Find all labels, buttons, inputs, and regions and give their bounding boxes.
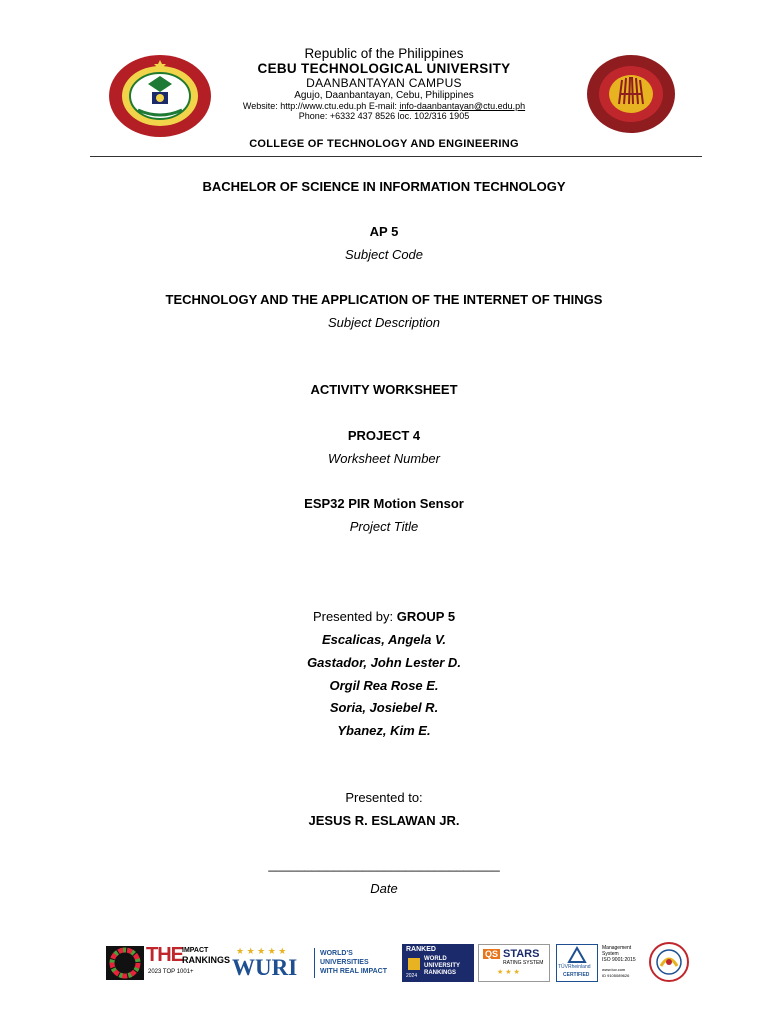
worksheet-caption: Worksheet Number — [328, 451, 440, 466]
quality-seal-logo — [648, 942, 690, 982]
stars-logo: QS — [485, 949, 499, 959]
phone-text: Phone: +6332 437 8526 loc. 102/316 1905 — [298, 111, 470, 121]
qs-text-3: RANKINGS — [424, 970, 457, 976]
the-impact-rankings-badge — [106, 944, 231, 982]
qs-text-1: WORLD — [424, 956, 447, 962]
the-line1: IMPACT — [182, 947, 209, 954]
group-name: GROUP 5 — [396, 609, 456, 624]
tuv-cert: CERTIFIED — [563, 972, 590, 978]
iso-small-2: ID 9105089626 — [602, 973, 630, 978]
iso-text-3: ISO 9001:2015 — [602, 957, 636, 963]
project-title-caption: Project Title — [349, 519, 419, 534]
presented-to-name: JESUS R. ESLAWAN JR. — [308, 813, 460, 828]
sdg-wheel-icon — [106, 946, 144, 980]
project-title-value: ESP32 PIR Motion Sensor — [304, 496, 464, 511]
member-name: Escalicas, Angela V. — [321, 632, 447, 647]
email-label: E-mail: — [368, 101, 397, 111]
member-name: Soria, Josiebel R. — [329, 700, 439, 715]
stars-text: STARS — [503, 948, 540, 960]
stars-marks: ★ ★ ★ — [497, 969, 520, 976]
the-line2: RANKINGS — [182, 955, 231, 965]
republic-text: Republic of the Philippines — [304, 46, 464, 61]
iso-text-1: Management — [602, 945, 632, 951]
iso-small-1: www.tuv.com — [602, 967, 626, 972]
presented-by-line — [0, 609, 768, 624]
iso-text-2: System — [602, 951, 619, 957]
subject-code-caption: Subject Code — [344, 247, 424, 262]
wuri-text-3: WITH REAL IMPACT — [320, 968, 388, 975]
stars-sub: RATING SYSTEM — [503, 960, 544, 966]
wuri-stars: ★ ★ ★ ★ ★ — [236, 946, 287, 956]
tuv-badge — [556, 944, 642, 982]
email-link[interactable]: info-daanbantayan@ctu.edu.ph — [399, 101, 526, 111]
contact-line — [0, 102, 768, 111]
member-name: Ybanez, Kim E. — [337, 723, 431, 738]
college-name: COLLEGE OF TECHNOLOGY AND ENGINEERING — [249, 138, 519, 150]
subject-description-value: TECHNOLOGY AND THE APPLICATION OF THE INTERNET OF THINGS — [165, 292, 603, 307]
presented-by-label: Presented by: — [312, 609, 394, 624]
the-logo-text: THE — [146, 944, 183, 966]
website-link[interactable]: http://www.ctu.edu.ph — [280, 101, 367, 111]
member-name: Gastador, John Lester D. — [307, 655, 461, 670]
wuri-text-1: WORLD'S — [320, 950, 353, 957]
wuri-divider — [314, 948, 315, 978]
qs-stars-badge — [478, 944, 550, 982]
presented-to-label: Presented to: — [345, 790, 423, 805]
qs-text-2: UNIVERSITY — [424, 963, 461, 969]
wuri-logo-text: WURI — [232, 955, 298, 980]
tuv-name: TÜVRheinland — [558, 964, 591, 970]
activity-title: ACTIVITY WORKSHEET — [310, 382, 458, 397]
address-text: Agujo, Daanbantayan, Cebu, Philippines — [294, 90, 474, 101]
member-name: Orgil Rea Rose E. — [329, 678, 439, 693]
date-line: ________________________________ — [268, 857, 500, 872]
qs-ranked-badge — [402, 944, 474, 982]
website-label: Website: — [242, 101, 278, 111]
qs-year: 2024 — [406, 973, 418, 979]
the-small: 2023 TOP 1001+ — [148, 969, 194, 975]
tuv-triangle-icon — [568, 947, 586, 963]
wuri-badge — [230, 944, 396, 982]
date-caption: Date — [370, 881, 398, 896]
header-divider — [90, 156, 702, 157]
university-name: CEBU TECHNOLOGICAL UNIVERSITY — [257, 61, 511, 76]
campus-name: DAANBANTAYAN CAMPUS — [306, 76, 462, 90]
worksheet-value: PROJECT 4 — [347, 428, 421, 443]
subject-description-caption: Subject Description — [328, 315, 440, 330]
qs-mark-icon — [408, 958, 420, 970]
qs-ranked-text: RANKED — [406, 946, 436, 953]
subject-code-value: AP 5 — [369, 224, 399, 239]
wuri-text-2: UNIVERSITIES — [320, 959, 369, 966]
program-title: BACHELOR OF SCIENCE IN INFORMATION TECHNOLOGY — [202, 179, 566, 194]
